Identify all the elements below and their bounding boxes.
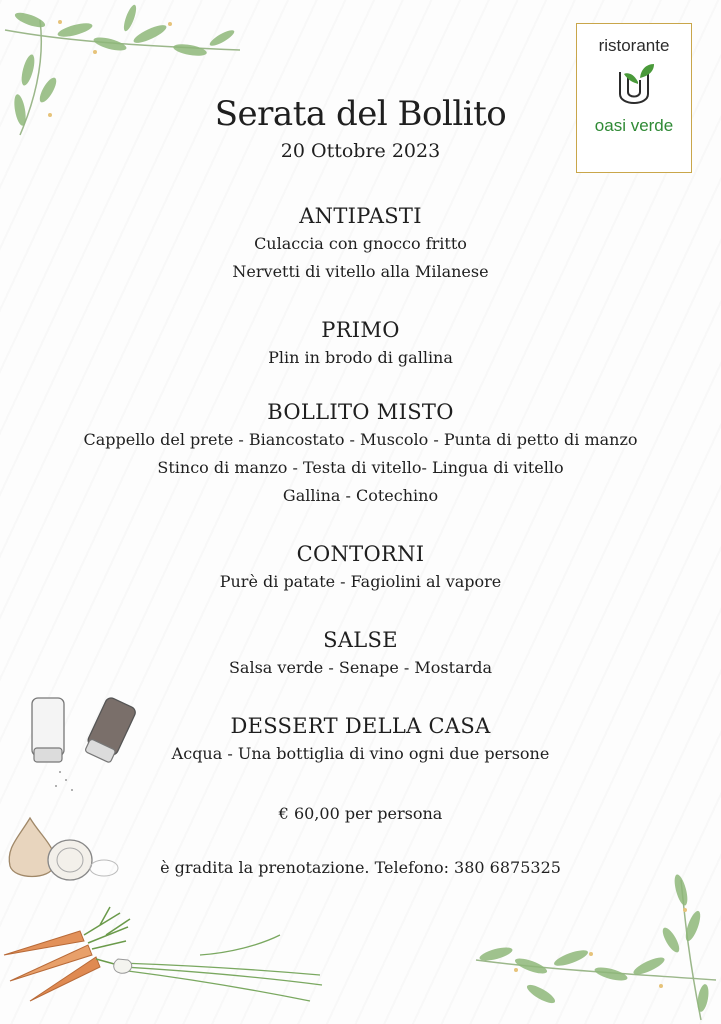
logo-bottom-text: oasi verde [594, 116, 674, 135]
menu-item: Cappello del prete - Biancostato - Muscolo - Punta di petto di manzo [83, 430, 638, 449]
section-title: ANTIPASTI [299, 204, 422, 228]
menu-item: Acqua - Una bottiglia di vino ogni due persone [171, 744, 550, 763]
menu-content [0, 92, 721, 768]
menu-item: Stinco di manzo - Testa di vitello- Lingua di vitello [157, 458, 564, 477]
section-salse [0, 626, 721, 682]
page-title: Serata del Bollito [214, 94, 507, 134]
section-primo [0, 316, 721, 372]
price-text: € 60,00 per persona [278, 804, 443, 823]
menu-item: Plin in brodo di gallina [268, 348, 453, 367]
menu-item: Culaccia con gnocco fritto [254, 234, 467, 253]
garlic-onion-icon [0, 808, 130, 888]
section-title: SALSE [323, 628, 398, 652]
menu-item: Purè di patate - Fagiolini al vapore [219, 572, 502, 591]
menu-item: Nervetti di vitello alla Milanese [232, 262, 489, 281]
section-title: PRIMO [321, 318, 400, 342]
menu-item: Gallina - Cotechino [282, 486, 439, 505]
section-antipasti [0, 202, 721, 286]
section-title: CONTORNI [296, 542, 425, 566]
section-contorni [0, 540, 721, 596]
section-title: BOLLITO MISTO [267, 400, 454, 424]
olive-branch-bottom-right-icon [471, 870, 721, 1024]
carrots-chives-icon [0, 905, 330, 1024]
reservation-text: è gradita la prenotazione. Telefono: 380 6875325 [160, 858, 561, 877]
logo-top-text: ristorante [598, 36, 670, 55]
salt-pepper-shakers-icon [10, 680, 160, 800]
event-date: 20 Ottobre 2023 [280, 140, 441, 162]
menu-item: Salsa verde - Senape - Mostarda [228, 658, 493, 677]
section-bollito-misto [0, 398, 721, 510]
section-title: DESSERT DELLA CASA [230, 714, 491, 738]
